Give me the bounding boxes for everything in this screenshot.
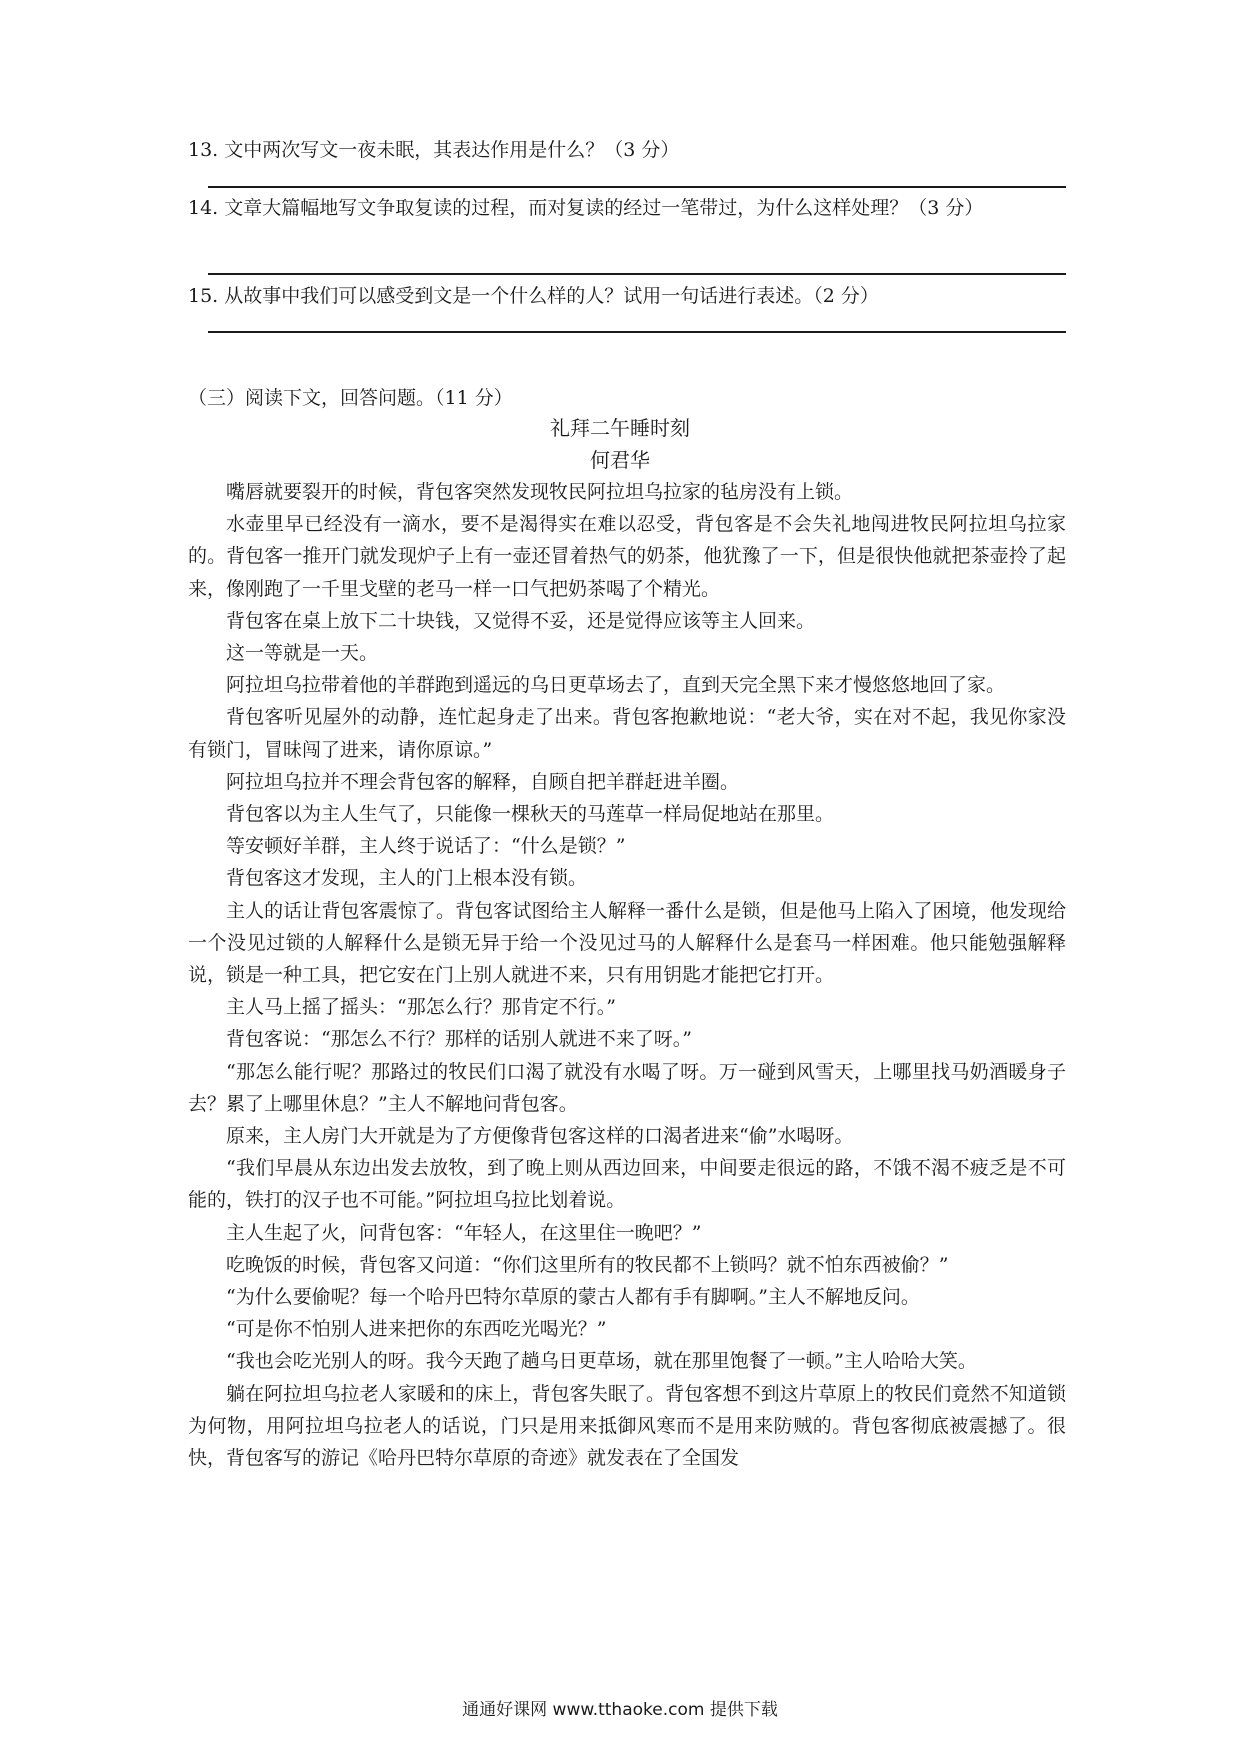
- section-heading: （三）阅读下文，回答问题。（11 分）: [188, 387, 513, 409]
- paragraph: 水壶里早已经没有一滴水，要不是渴得实在难以忍受，背包客是不会失礼地闯进牧民阿拉坦乌拉家的。背包客一推开门就发现炉子上有一壶还冒着热气的奶茶，他犹豫了一下，但是很快他就把茶壶拎了起来，像刚跑了一千里戈壁的老马一样一口气把奶茶喝了个精光。: [188, 513, 1066, 600]
- answer-line-13[interactable]: [208, 186, 1066, 188]
- paragraph: 主人的话让背包客震惊了。背包客试图给主人解释一番什么是锁，但是他马上陷入了困境，他发现给一个没见过锁的人解释什么是锁无异于给一个没见过马的人解释什么是套马一样困难。他只能勉强解释说，锁是一种工具，把它安在门上别人就进不来，只有用钥匙才能把它打开。: [188, 899, 1066, 987]
- footer-credit: 通通好课网 www.tthaoke.com 提供下载: [462, 1700, 778, 1720]
- paragraph: 主人马上摇了摇头：“那怎么行？那肯定不行。”: [226, 996, 616, 1019]
- paragraph: 背包客在桌上放下二十块钱，又觉得不妥，还是觉得应该等主人回来。: [226, 609, 816, 632]
- question-14: 14. 文章大篇幅地写文争取复读的过程，而对复读的经过一笔带过，为什么这样处理？（3 分）: [188, 197, 984, 219]
- paragraph: 阿拉坦乌拉并不理会背包客的解释，自顾自把羊群赶进羊圈。: [226, 770, 740, 793]
- paragraph: 背包客以为主人生气了，只能像一棵秋天的马莲草一样局促地站在那里。: [226, 803, 835, 826]
- paragraph: “可是你不怕别人进来把你的东西吃光喝光？”: [226, 1318, 607, 1341]
- answer-line-14[interactable]: [208, 273, 1066, 275]
- paragraph: “为什么要偷呢？每一个哈丹巴特尔草原的蒙古人都有手有脚啊。”主人不解地反问。: [226, 1286, 920, 1309]
- paragraph: 躺在阿拉坦乌拉老人家暖和的床上，背包客失眠了。背包客想不到这片草原上的牧民们竟然不知道锁为何物，用阿拉坦乌拉老人的话说，门只是用来抵御风寒而不是用来防贼的。背包客彻底被震撼了。很快，背包客写的游记《哈丹巴特尔草原的奇迹》就发表在了全国发: [188, 1382, 1066, 1470]
- paragraph: 吃晚饭的时候，背包客又问道：“你们这里所有的牧民都不上锁吗？就不怕东西被偷？”: [226, 1253, 949, 1276]
- article-title: 礼拜二午睡时刻: [550, 416, 690, 440]
- paragraph: 原来，主人房门大开就是为了方便像背包客这样的口渴者进来“偷”水喝呀。: [226, 1125, 854, 1148]
- paragraph: 嘴唇就要裂开的时候，背包客突然发现牧民阿拉坦乌拉家的毡房没有上锁。: [226, 481, 854, 503]
- paragraph: 阿拉坦乌拉带着他的羊群跑到遥远的乌日更草场去了，直到天完全黑下来才慢悠悠地回了家。: [226, 674, 1006, 697]
- paragraph: 背包客说：“那怎么不行？那样的话别人就进不来了呀。”: [226, 1028, 692, 1051]
- article-body: [188, 476, 1066, 1474]
- paragraph: 等安顿好羊群，主人终于说话了：“什么是锁？”: [226, 835, 626, 858]
- paragraph: 背包客听见屋外的动静，连忙起身走了出来。背包客抱歉地说：“老大爷，实在对不起，我见你家没有锁门，冒昧闯了进来，请你原谅。”: [188, 706, 1066, 761]
- paragraph: “我们早晨从东边出发去放牧，到了晚上则从西边回来，中间要走很远的路，不饿不渴不疲乏是不可能的，铁打的汉子也不可能。”阿拉坦乌拉比划着说。: [188, 1157, 1066, 1212]
- paragraph: 背包客这才发现，主人的门上根本没有锁。: [226, 867, 588, 890]
- question-15: 15. 从故事中我们可以感受到文是一个什么样的人？试用一句话进行表述。（2 分）: [188, 285, 879, 307]
- question-13: 13. 文中两次写文一夜未眠，其表达作用是什么？（3 分）: [188, 139, 680, 161]
- paragraph: “我也会吃光别人的呀。我今天跑了趟乌日更草场，就在那里饱餐了一顿。”主人哈哈大笑。: [226, 1350, 977, 1373]
- paragraph: 这一等就是一天。: [226, 642, 379, 665]
- answer-line-15[interactable]: [208, 331, 1066, 333]
- paragraph: 主人生起了火，问背包客：“年轻人，在这里住一晚吧？”: [226, 1221, 702, 1244]
- paragraph: “那怎么能行呢？那路过的牧民们口渴了就没有水喝了呀。万一碰到风雪天，上哪里找马奶酒暖身子去？累了上哪里休息？”主人不解地问背包客。: [188, 1060, 1066, 1115]
- article-author: 何君华: [590, 448, 650, 472]
